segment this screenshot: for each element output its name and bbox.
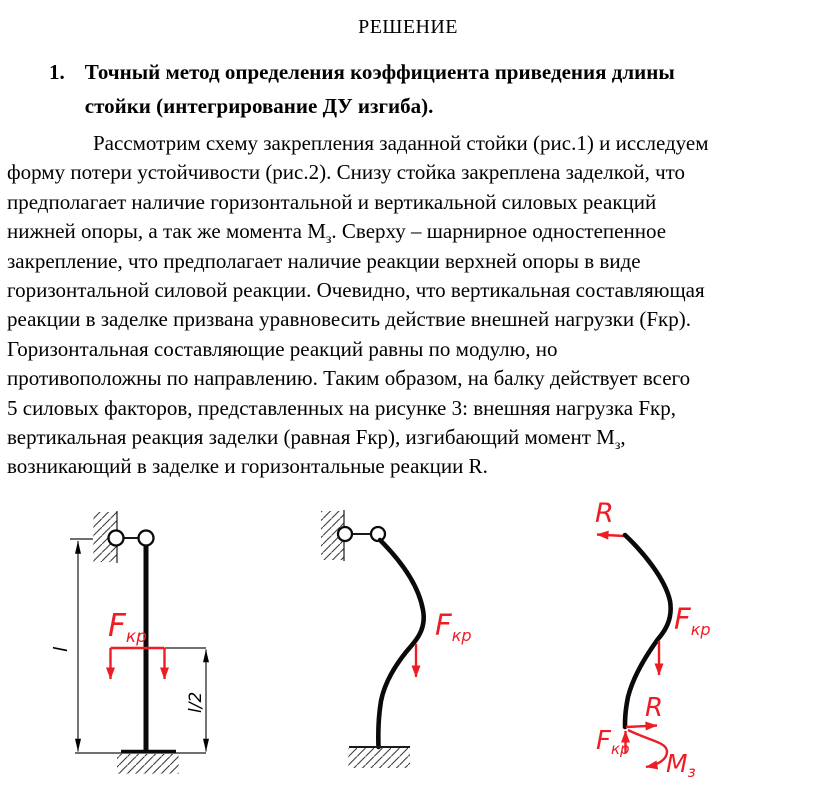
text-segment: вертикальная реакция заделки (равная Fкр), изгибающий момент М xyxy=(7,425,615,450)
subscript: з xyxy=(614,438,621,454)
figures-canvas xyxy=(0,485,816,785)
force-label-fkr-mid xyxy=(674,602,711,639)
dimension-label-l2: l/2 xyxy=(186,691,206,713)
heading-line-2: стойки (интегрирование ДУ изгиба). xyxy=(84,93,434,118)
text-line: предполагает наличие горизонтальной и вертикальной силовых реакций xyxy=(7,189,657,214)
force-subscript: кр xyxy=(125,627,147,647)
document-title: РЕШЕНИЕ xyxy=(358,16,458,38)
text-line: Рассмотрим схему закрепления заданной стойки (рис.1) и исследуем xyxy=(93,131,709,155)
hinge-circle-wall xyxy=(338,527,352,541)
text-line: 5 силовых факторов, представленных на рисунке 3: внешняя нагрузка Fкр, xyxy=(7,395,676,420)
figure-2-buckled-shape xyxy=(321,510,472,768)
moment-arc-arrow xyxy=(628,730,667,767)
text-line: реакции в заделке призвана уравновесить действие внешней нагрузки (Fкр). xyxy=(7,307,691,332)
text-line xyxy=(7,217,809,246)
reaction-label-top: R xyxy=(595,498,614,529)
force-symbol: F xyxy=(674,602,691,636)
moment-label xyxy=(666,749,696,781)
text-segment: . Сверху – шарнирное одностепенное xyxy=(331,219,667,244)
buckled-column-curve xyxy=(378,540,423,747)
text-line: возникающий в заделке и горизонтальные реакции R. xyxy=(7,454,488,479)
heading-line-1: Точный метод определения коэффициента приведения длины xyxy=(84,60,675,84)
reaction-label-bottom: R xyxy=(645,693,664,723)
force-subscript: кр xyxy=(610,740,630,758)
text-line: Горизонтальная составляющие реакций равны по модулю, но xyxy=(7,336,558,361)
force-subscript: кр xyxy=(690,620,711,639)
text-segment: нижней опоры, а так же момента М xyxy=(7,219,326,244)
force-label-fkr xyxy=(108,608,147,647)
figure-1-column-scheme xyxy=(50,511,206,774)
subscript: з xyxy=(325,232,332,248)
force-label-fkr xyxy=(435,608,472,645)
text-segment: , xyxy=(620,425,626,450)
text-line: закрепление, что предполагает наличие реакции верхней опоры в виде xyxy=(7,248,641,273)
ground-hatch xyxy=(348,748,410,768)
force-symbol: F xyxy=(108,608,126,644)
reaction-arrow-top xyxy=(597,535,624,537)
moment-symbol: M xyxy=(666,749,688,778)
reaction-arrow-bottom xyxy=(626,726,657,728)
heading-number: 1. xyxy=(49,60,65,84)
section-heading xyxy=(49,56,675,123)
dimension-label-l: l xyxy=(50,646,72,652)
figure-3-free-body-diagram xyxy=(595,498,711,781)
hinge-circle-wall xyxy=(109,531,124,546)
text-line: противоположны по направлению. Таким образом, на балку действует всего xyxy=(7,366,691,391)
text-line: форму потери устойчивости (рис.2). Снизу стойка закреплена заделкой, что xyxy=(7,160,686,185)
text-line: горизонтальной силовой реакции. Очевидно, что вертикальная составляющая xyxy=(7,278,705,303)
force-subscript: кр xyxy=(451,626,472,645)
text-line xyxy=(7,423,809,452)
hinge-circle-column xyxy=(139,531,154,546)
ground-hatch xyxy=(117,754,179,774)
force-symbol: F xyxy=(596,726,611,756)
moment-subscript: з xyxy=(687,763,696,781)
paragraph xyxy=(7,129,809,482)
heading-text xyxy=(85,56,675,123)
force-symbol: F xyxy=(435,608,452,642)
